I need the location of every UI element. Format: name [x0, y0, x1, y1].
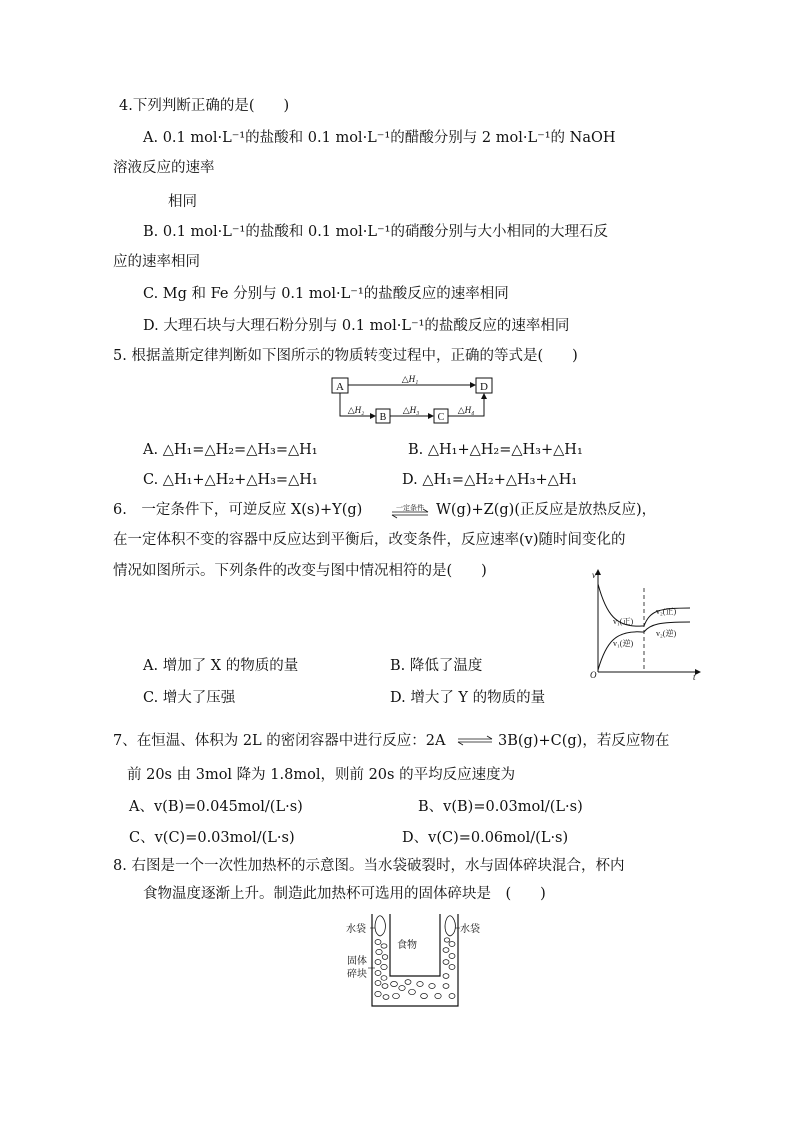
q6-line3: 情况如图所示。下列条件的改变与图中情况相符的是( ): [113, 563, 487, 579]
q6-option-b: B. 降低了温度: [390, 658, 483, 674]
rate-time-graph: [586, 566, 706, 682]
q4-option-b-line2: 应的速率相同: [113, 254, 200, 270]
q4-option-a-line1: A. 0.1 mol·L⁻¹的盐酸和 0.1 mol·L⁻¹的醋酸分别与 2 mol·L⁻¹的 NaOH: [143, 130, 616, 146]
q7-line1-post: 3B(g)+C(g)，若反应物在: [498, 733, 670, 749]
heating-cup-diagram: [334, 912, 494, 1010]
q4-option-a-line2: 溶液反应的速率: [113, 160, 215, 176]
box-c-label: C: [437, 412, 445, 423]
water-bag-right-shape: [445, 916, 455, 936]
q6-option-c: C. 增大了压强: [143, 690, 236, 706]
v1-reverse-label: v₁(逆): [613, 639, 634, 648]
q5-option-d: D. △H₁=△H₂+△H₃+△H₁: [402, 472, 578, 488]
q4-option-b-line1: B. 0.1 mol·L⁻¹的盐酸和 0.1 mol·L⁻¹的硝酸分别与大小相同的大理石反: [143, 224, 608, 240]
water-bag-left-label: 水袋: [346, 924, 366, 935]
q6-line1-post: W(g)+Z(g)(正反应是放热反应)，: [436, 502, 657, 518]
q4-option-d: D. 大理石块与大理石粉分别与 0.1 mol·L⁻¹的盐酸反应的速率相同: [143, 318, 570, 334]
dh4-label: △H₄: [457, 405, 475, 415]
y-axis-label: v: [592, 570, 596, 580]
v1-forward-label: v₁(正): [613, 617, 634, 626]
water-bag-left-shape: [375, 916, 385, 936]
q7-line2: 前 20s 由 3mol 降为 1.8mol，则前 20s 的平均反应速度为: [127, 767, 516, 783]
q5-option-b: B. △H₁+△H₂=△H₃+△H₁: [408, 442, 583, 458]
origin-label: O: [590, 670, 597, 680]
q8-line2: 食物温度逐渐上升。制造此加热杯可选用的固体碎块是 ( ): [143, 886, 546, 902]
food-label: 食物: [397, 940, 417, 951]
dh1-label: △H₁: [401, 374, 419, 384]
q4-option-a-line3: 相同: [168, 194, 197, 210]
hess-law-diagram: [328, 374, 498, 430]
q7-option-b: B、v(B)=0.03mol/(L·s): [418, 799, 583, 815]
q7-line1-pre: 7、在恒温、体积为 2L 的密闭容器中进行反应：2A: [113, 733, 446, 749]
box-b-label: B: [379, 412, 387, 423]
reversible-arrow-q7: [456, 732, 494, 750]
v2-forward-label: v₂(正): [656, 607, 677, 616]
reversible-arrow-q6: [390, 500, 430, 520]
box-d-label: D: [480, 381, 488, 393]
q4-stem: 4.下列判断正确的是( ): [119, 98, 290, 114]
solid-label-line2: 碎块: [347, 969, 367, 980]
q6-line1-pre: 6. 一定条件下，可逆反应 X(s)+Y(g): [113, 502, 363, 518]
v2-reverse-label: v₂(逆): [656, 629, 677, 638]
v1-reverse-curve: [598, 632, 644, 670]
q5-option-a: A. △H₁=△H₂=△H₃=△H₁: [143, 442, 318, 458]
q8-line1: 8. 右图是一个一次性加热杯的示意图。当水袋破裂时，水与固体碎块混合，杯内: [113, 858, 625, 874]
x-axis-label: t: [693, 672, 696, 682]
q6-option-a: A. 增加了 X 的物质的量: [143, 658, 299, 674]
q7-option-d: D、v(C)=0.06mol/(L·s): [402, 830, 569, 846]
q7-option-c: C、v(C)=0.03mol/(L·s): [129, 830, 295, 846]
q4-option-c: C. Mg 和 Fe 分别与 0.1 mol·L⁻¹的盐酸反应的速率相同: [143, 286, 509, 302]
q6-option-d: D. 增大了 Y 的物质的量: [390, 690, 546, 706]
q7-option-a: A、v(B)=0.045mol/(L·s): [129, 799, 303, 815]
water-bag-right-label: 水袋: [460, 924, 480, 935]
solid-label-line1: 固体: [347, 956, 367, 967]
dh2-label: △H₂: [347, 405, 365, 415]
dh3-label: △H₃: [402, 405, 420, 415]
q5-stem: 5. 根据盖斯定律判断如下图所示的物质转变过程中，正确的等式是( ): [113, 348, 578, 364]
q5-option-c: C. △H₁+△H₂+△H₃=△H₁: [143, 472, 318, 488]
box-a-label: A: [336, 381, 344, 393]
q6-line2: 在一定体积不变的容器中反应达到平衡后，改变条件，反应速率(v)随时间变化的: [113, 532, 626, 548]
reversible-arrow-label: 一定条件: [396, 504, 424, 512]
